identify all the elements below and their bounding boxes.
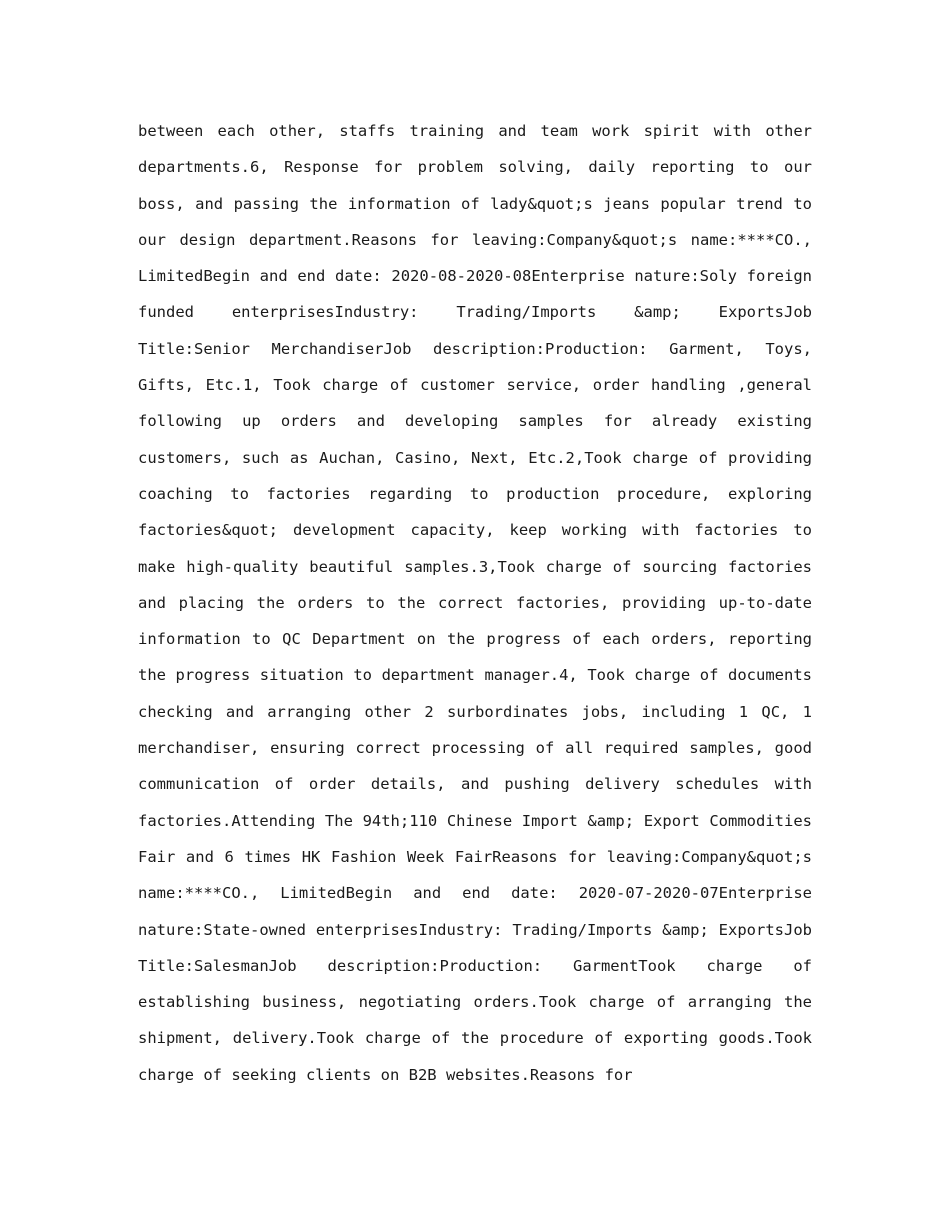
body-paragraph: between each other, staffs training and team work spirit with other departments.6, Response for problem solving, daily reporting to our boss, and passing the information of lady&quot;s jeans popular trend to our design department.Reasons for leaving:Company&quot;s name:****CO., LimitedBegin and end date: 2020-08-2020-08Enterprise nature:Soly foreign funded enterprisesIndustry: Trading/Imports &amp; ExportsJob Title:Senior MerchandiserJob description:Production: Garment, Toys, Gifts, Etc.1, Took charge of customer service, order handling ,general following up orders and developing samples for already existing customers, such as Auchan, Casino, Next, Etc.2,Took charge of providing coaching to factories regarding to production procedure, exploring factories&quot; development capacity, keep working with factories to make high-quality beautiful samples.3,Took charge of sourcing factories and placing the orders to the correct factories, providing up-to-date information to QC Department on the progress of each orders, reporting the progress situation to department manager.4, Took charge of documents checking and arranging other 2 surbordinates jobs, including 1 QC, 1 merchandiser, ensuring correct processing of all required samples, good communication of order details, and pushing delivery schedules with factories.Attending The 94th;110 Chinese Import &amp; Export Commodities Fair and 6 times HK Fashion Week FairReasons for leaving:Company&quot;s name:****CO., LimitedBegin and end date: 2020-07-2020-07Enterprise nature:State-owned enterprisesIndustry: Trading/Imports &amp; ExportsJob Title:SalesmanJob description:Production: GarmentTook charge of establishing business, negotiating orders.Took charge of arranging the shipment, delivery.Took charge of the procedure of exporting goods.Took charge of seeking clients on B2B websites.Reasons for xyxy=(138,122,812,1084)
